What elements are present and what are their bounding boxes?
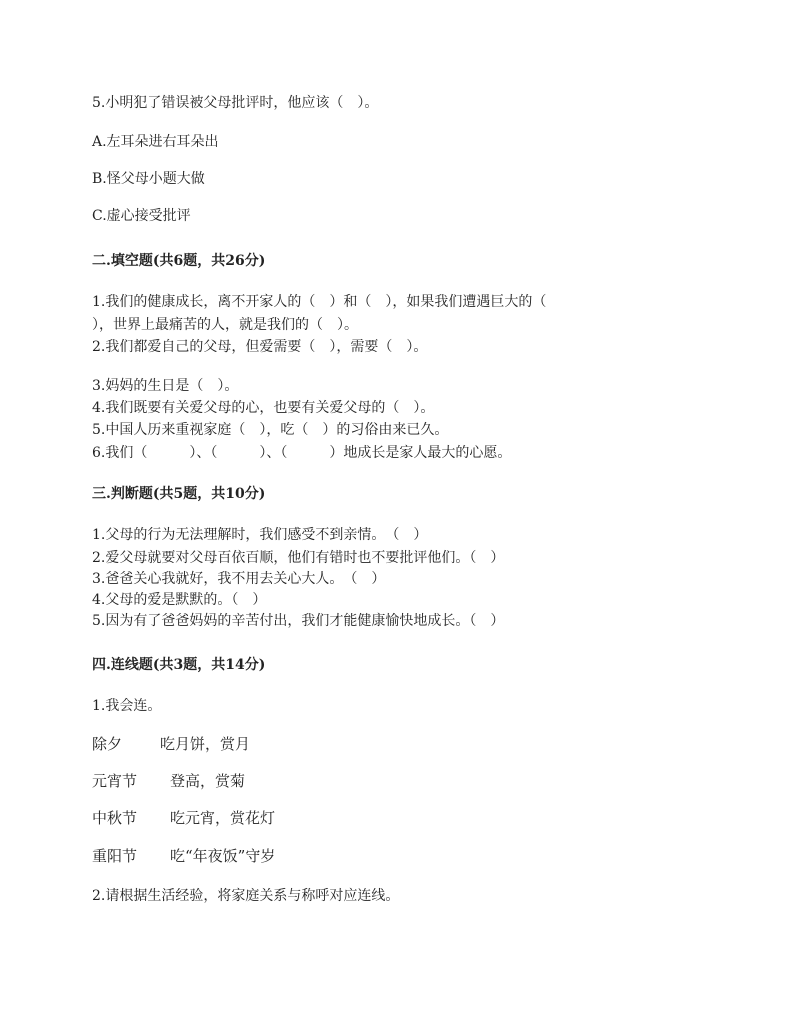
fill-line: ），世界上最痛苦的人，就是我们的（ ）。 <box>92 317 358 333</box>
match-right-item: 吃月饼，赏月 <box>160 735 251 753</box>
fill-line: 2.我们都爱自己的父母，但爱需要（ ），需要（ ）。 <box>92 339 428 355</box>
match-section-heading: 四.连线题(共3题，共14分) <box>92 657 266 673</box>
match-left-item: 除夕 <box>92 735 123 753</box>
judge-line: 3.爸爸关心我就好，我不用去关心大人。 （ ） <box>92 571 386 587</box>
fill-line: 3.妈妈的生日是（ ）。 <box>92 378 239 394</box>
match-left-item: 中秋节 <box>92 809 138 827</box>
mc-option-c: C.虚心接受批评 <box>92 208 191 224</box>
match-left-item: 重阳节 <box>92 847 138 865</box>
match-question-1: 1.我会连。 <box>92 698 162 714</box>
fill-line: 6.我们（ ）、（ ）、（ ）地成长是家人最大的心愿。 <box>92 445 512 461</box>
match-right-item: 登高，赏菊 <box>170 772 246 790</box>
judge-line: 2.爱父母就要对父母百依百顺，他们有错时也不要批评他们。（ ） <box>92 550 505 566</box>
judge-line: 1.父母的行为无法理解时，我们感受不到亲情。 （ ） <box>92 527 428 543</box>
fill-section-heading: 二.填空题(共6题，共26分) <box>92 253 266 269</box>
fill-line: 1.我们的健康成长，离不开家人的（ ）和（ ），如果我们遭遇巨大的（ <box>92 294 547 310</box>
judge-section-heading: 三.判断题(共5题，共10分) <box>92 486 266 502</box>
match-left-item: 元宵节 <box>92 772 138 790</box>
match-right-item: 吃“年夜饭”守岁 <box>170 847 276 865</box>
fill-line: 4.我们既要有关爱父母的心，也要有关爱父母的（ ）。 <box>92 400 435 416</box>
match-right-item: 吃元宵，赏花灯 <box>170 809 276 827</box>
match-question-2: 2.请根据生活经验，将家庭关系与称呼对应连线。 <box>92 888 400 904</box>
mc-option-b: B.怪父母小题大做 <box>92 171 205 187</box>
fill-line: 5.中国人历来重视家庭（ ），吃（ ）的习俗由来已久。 <box>92 422 449 438</box>
judge-line: 5.因为有了爸爸妈妈的辛苦付出，我们才能健康愉快地成长。（ ） <box>92 613 505 629</box>
mc-question-5: 5.小明犯了错误被父母批评时，他应该（ ）。 <box>92 95 379 111</box>
mc-option-a: A.左耳朵进右耳朵出 <box>92 134 219 150</box>
judge-line: 4.父母的爱是默默的。（ ） <box>92 592 267 608</box>
